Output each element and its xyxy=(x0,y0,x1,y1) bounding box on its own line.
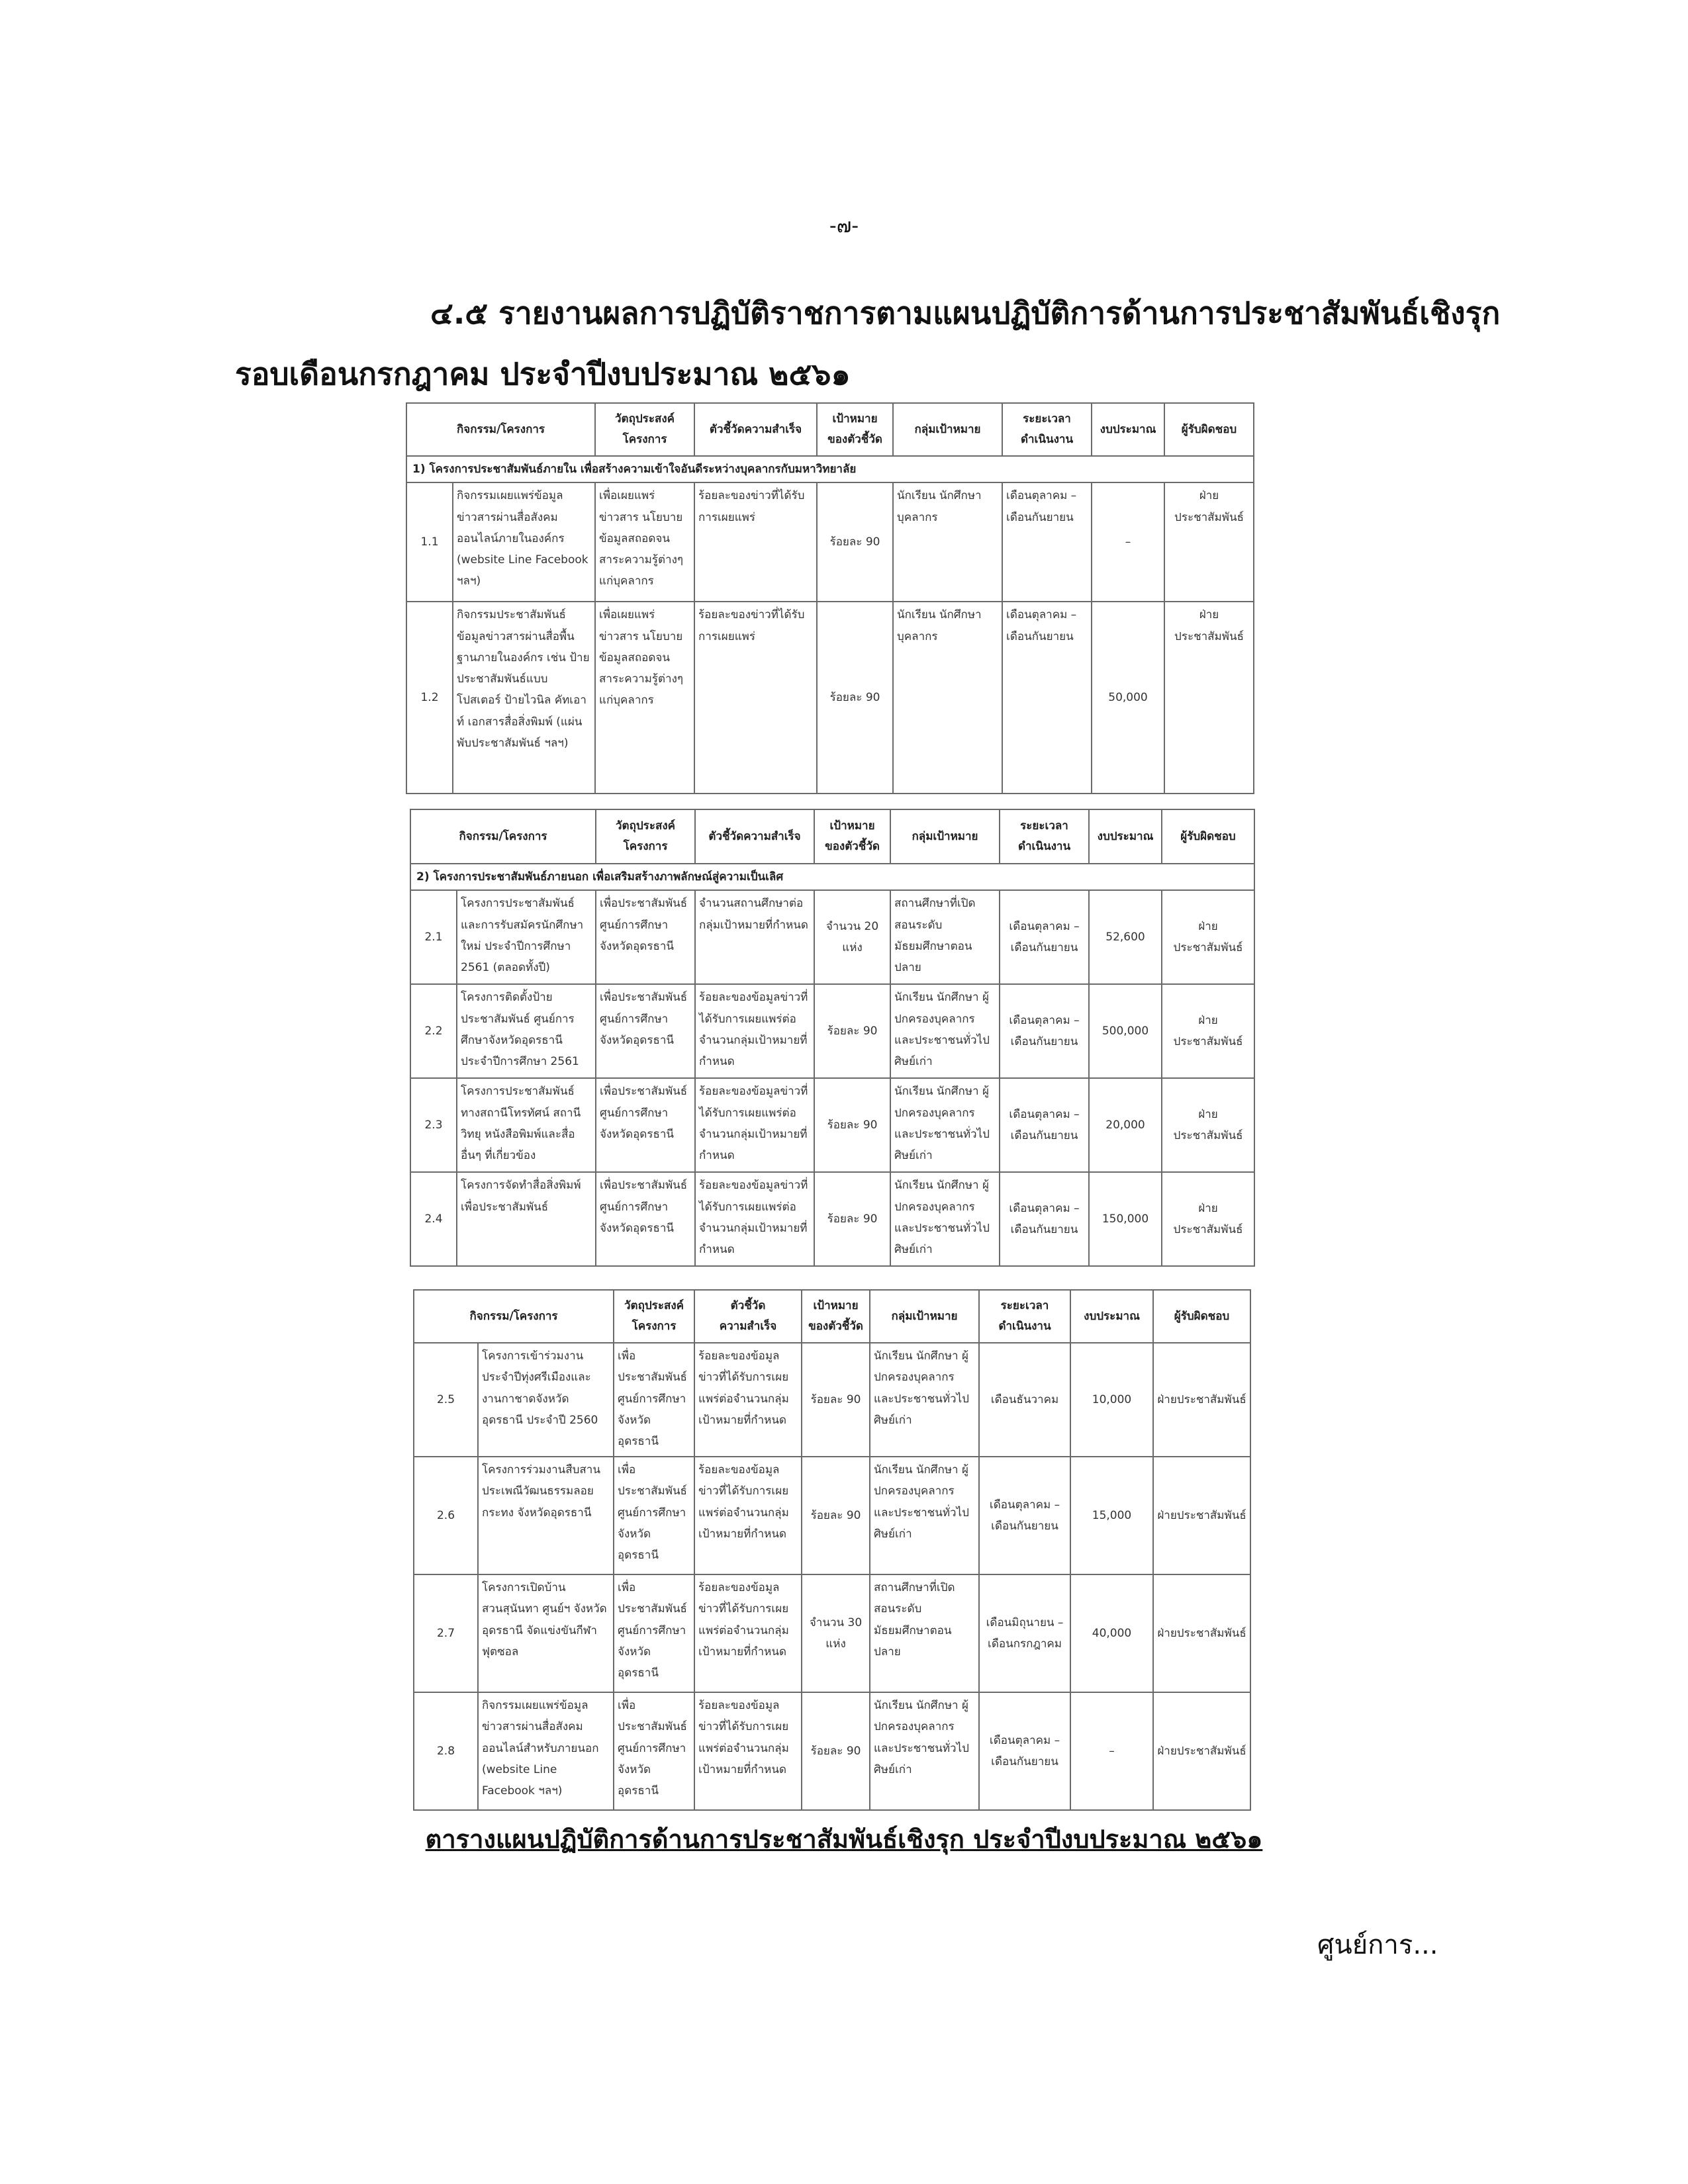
group-cell: นักเรียน นักศึกษา ผู้ปกครองบุคลากร และประชาชนทั่วไป ศิษย์เก่า xyxy=(870,1692,979,1810)
header-target: เป้าหมาย ของตัวชี้วัด xyxy=(817,403,893,456)
responsible-cell: ฝ่ายประชาสัมพันธ์ xyxy=(1162,984,1254,1078)
indicator-cell: ร้อยละของข้อมูลข่าวที่ได้รับการเผยแพร่ต่อจำนวนกลุ่มเป้าหมายที่กำหนด xyxy=(694,1574,802,1692)
page-number: -๗- xyxy=(829,214,859,238)
group-cell: นักเรียน นักศึกษา ผู้ปกครองบุคลากร และประชาชนทั่วไป ศิษย์เก่า xyxy=(890,1078,1000,1172)
header-indicator: ตัวชี้วัดความสำเร็จ xyxy=(694,403,817,456)
section-title: 2) โครงการประชาสัมพันธ์ภายนอก เพื่อเสริมสร้างภาพลักษณ์สู่ความเป็นเลิศ xyxy=(410,864,1254,890)
header-period: ระยะเวลา ดำเนินงาน xyxy=(979,1290,1070,1343)
budget-cell: 150,000 xyxy=(1089,1172,1162,1266)
group-cell: สถานศึกษาที่เปิดสอนระดับมัธยมศึกษาตอนปลาย xyxy=(890,890,1000,984)
responsible-cell: ฝ่ายประชาสัมพันธ์ xyxy=(1164,482,1254,602)
plan-table-2 xyxy=(410,809,1255,1267)
responsible-cell: ฝ่ายประชาสัมพันธ์ xyxy=(1164,602,1254,794)
group-cell: สถานศึกษาที่เปิดสอนระดับมัธยมศึกษาตอนปลาย xyxy=(870,1574,979,1692)
budget-cell: 20,000 xyxy=(1089,1078,1162,1172)
period-cell: เดือนตุลาคม – เดือนกันยายน xyxy=(979,1457,1070,1574)
objective-cell: เพื่อประชาสัมพันธ์ศูนย์การศึกษาจังหวัดอุดรธานี xyxy=(596,1172,695,1266)
period-cell: เดือนมิถุนายน – เดือนกรกฎาคม xyxy=(979,1574,1070,1692)
table-row xyxy=(410,1078,1254,1172)
activity-cell: โครงการเข้าร่วมงานประจำปีทุ่งศรีเมืองและงานกาชาดจังหวัดอุดรธานี ประจำปี 2560 xyxy=(478,1343,614,1457)
header-target: เป้าหมาย ของตัวชี้วัด xyxy=(814,809,890,864)
responsible-cell: ฝ่ายประชาสัมพันธ์ xyxy=(1153,1457,1250,1574)
header-budget: งบประมาณ xyxy=(1089,809,1162,864)
section-heading: ๔.๕ รายงานผลการปฏิบัติราชการตามแผนปฏิบัติการด้านการประชาสัมพันธ์เชิงรุก xyxy=(430,295,1501,331)
section-row xyxy=(406,456,1254,482)
table-row xyxy=(410,984,1254,1078)
group-cell: นักเรียน นักศึกษา ผู้ปกครองบุคลากร และประชาชนทั่วไป ศิษย์เก่า xyxy=(890,984,1000,1078)
header-objective: วัตถุประสงค์ โครงการ xyxy=(614,1290,694,1343)
responsible-cell: ฝ่ายประชาสัมพันธ์ xyxy=(1162,1078,1254,1172)
header-group: กลุ่มเป้าหมาย xyxy=(870,1290,979,1343)
activity-cell: กิจกรรมเผยแพร่ข้อมูลข่าวสารผ่านสื่อสังคมออนไลน์สำหรับภายนอก (website Line Facebook ฯลฯ) xyxy=(478,1692,614,1810)
responsible-cell: ฝ่ายประชาสัมพันธ์ xyxy=(1153,1692,1250,1810)
row-number: 2.8 xyxy=(414,1692,478,1810)
table-row xyxy=(414,1574,1250,1692)
objective-cell: เพื่อเผยแพร่ข่าวสาร นโยบาย ข้อมูลสถอดจน สาระความรู้ต่างๆ แก่บุคลากร xyxy=(595,602,694,794)
header-group: กลุ่มเป้าหมาย xyxy=(890,809,1000,864)
period-cell: เดือนตุลาคม – เดือนกันยายน xyxy=(1000,890,1089,984)
target-cell: จำนวน 20 แห่ง xyxy=(814,890,890,984)
activity-cell: โครงการประชาสัมพันธ์ทางสถานีโทรทัศน์ สถานีวิทยุ หนังสือพิมพ์และสื่ออื่นๆ ที่เกี่ยวข้อง xyxy=(457,1078,596,1172)
period-cell: เดือนตุลาคม – เดือนกันยายน xyxy=(1000,1172,1089,1266)
row-number: 2.7 xyxy=(414,1574,478,1692)
table-row xyxy=(406,602,1254,794)
indicator-cell: จำนวนสถานศึกษาต่อกลุ่มเป้าหมายที่กำหนด xyxy=(695,890,814,984)
group-cell: นักเรียน นักศึกษา บุคลากร xyxy=(893,482,1002,602)
table-row xyxy=(414,1343,1250,1457)
header-target: เป้าหมาย ของตัวชี้วัด xyxy=(802,1290,870,1343)
target-cell: ร้อยละ 90 xyxy=(802,1692,870,1810)
target-cell: ร้อยละ 90 xyxy=(802,1343,870,1457)
activity-cell: โครงการติดตั้งป้ายประชาสัมพันธ์ ศูนย์การศึกษาจังหวัดอุดรธานี ประจำปีการศึกษา 2561 xyxy=(457,984,596,1078)
activity-cell: โครงการร่วมงานสืบสานประเพณีวัฒนธรรมลอยกระทง จังหวัดอุดรธานี xyxy=(478,1457,614,1574)
period-cell: เดือนตุลาคม – เดือนกันยายน xyxy=(979,1692,1070,1810)
budget-cell: 40,000 xyxy=(1070,1574,1153,1692)
target-cell: ร้อยละ 90 xyxy=(814,1078,890,1172)
objective-cell: เพื่อประชาสัมพันธ์ศูนย์การศึกษาจังหวัดอุดรธานี xyxy=(614,1457,694,1574)
budget-cell: 50,000 xyxy=(1092,602,1164,794)
objective-cell: เพื่อประชาสัมพันธ์ศูนย์การศึกษาจังหวัดอุดรธานี xyxy=(614,1692,694,1810)
budget-cell: 500,000 xyxy=(1089,984,1162,1078)
table-row xyxy=(414,1457,1250,1574)
target-cell: ร้อยละ 90 xyxy=(814,984,890,1078)
period-cell: เดือนตุลาคม – เดือนกันยายน xyxy=(1002,602,1092,794)
row-number: 2.4 xyxy=(410,1172,457,1266)
objective-cell: เพื่อประชาสัมพันธ์ศูนย์การศึกษาจังหวัดอุดรธานี xyxy=(596,1078,695,1172)
plan-table-3 xyxy=(413,1289,1251,1811)
budget-cell: 15,000 xyxy=(1070,1457,1153,1574)
table-row xyxy=(406,482,1254,602)
objective-cell: เพื่อประชาสัมพันธ์ศูนย์การศึกษาจังหวัดอุดรธานี xyxy=(596,890,695,984)
target-cell: ร้อยละ 90 xyxy=(814,1172,890,1266)
row-number: 1.2 xyxy=(406,602,453,794)
table-caption: ตารางแผนปฏิบัติการด้านการประชาสัมพันธ์เชิงรุก ประจำปีงบประมาณ ๒๕๖๑ xyxy=(425,1825,1263,1854)
objective-cell: เพื่อเผยแพร่ข่าวสาร นโยบาย ข้อมูลสถอดจน สาระความรู้ต่างๆ แก่บุคลากร xyxy=(595,482,694,602)
header-activity: กิจกรรม/โครงการ xyxy=(410,809,596,864)
activity-cell: โครงการประชาสัมพันธ์และการรับสมัครนักศึกษาใหม่ ประจำปีการศึกษา 2561 (ตลอดทั้งปี) xyxy=(457,890,596,984)
row-number: 2.1 xyxy=(410,890,457,984)
indicator-cell: ร้อยละของข้อมูลข่าวที่ได้รับการเผยแพร่ต่อจำนวนกลุ่มเป้าหมายที่กำหนด xyxy=(694,1457,802,1574)
section-row xyxy=(410,864,1254,890)
budget-cell: 52,600 xyxy=(1089,890,1162,984)
group-cell: นักเรียน นักศึกษา ผู้ปกครองบุคลากร และประชาชนทั่วไป ศิษย์เก่า xyxy=(870,1457,979,1574)
row-number: 2.2 xyxy=(410,984,457,1078)
responsible-cell: ฝ่ายประชาสัมพันธ์ xyxy=(1153,1343,1250,1457)
indicator-cell: ร้อยละของข่าวที่ได้รับการเผยแพร่ xyxy=(694,482,817,602)
header-responsible: ผู้รับผิดชอบ xyxy=(1164,403,1254,456)
header-responsible: ผู้รับผิดชอบ xyxy=(1162,809,1254,864)
row-number: 1.1 xyxy=(406,482,453,602)
table-header-row xyxy=(410,809,1254,864)
header-budget: งบประมาณ xyxy=(1092,403,1164,456)
header-activity: กิจกรรม/โครงการ xyxy=(406,403,595,456)
objective-cell: เพื่อประชาสัมพันธ์ศูนย์การศึกษาจังหวัดอุดรธานี xyxy=(596,984,695,1078)
responsible-cell: ฝ่ายประชาสัมพันธ์ xyxy=(1162,1172,1254,1266)
header-group: กลุ่มเป้าหมาย xyxy=(893,403,1002,456)
plan-table-1 xyxy=(406,402,1254,794)
section-heading-continued: รอบเดือนกรกฎาคม ประจำปีงบประมาณ ๒๕๖๑ xyxy=(235,356,851,392)
section-title: 1) โครงการประชาสัมพันธ์ภายใน เพื่อสร้างความเข้าใจอันดีระหว่างบุคลากรกับมหาวิทยาลัย xyxy=(406,456,1254,482)
group-cell: นักเรียน นักศึกษา ผู้ปกครองบุคลากร และประชาชนทั่วไป ศิษย์เก่า xyxy=(870,1343,979,1457)
continuation-text: ศูนย์การ... xyxy=(1317,1930,1438,1960)
group-cell: นักเรียน นักศึกษา บุคลากร xyxy=(893,602,1002,794)
budget-cell: 10,000 xyxy=(1070,1343,1153,1457)
responsible-cell: ฝ่ายประชาสัมพันธ์ xyxy=(1162,890,1254,984)
header-period: ระยะเวลา ดำเนินงาน xyxy=(1000,809,1089,864)
budget-cell: – xyxy=(1070,1692,1153,1810)
header-objective: วัตถุประสงค์ โครงการ xyxy=(595,403,694,456)
header-period: ระยะเวลา ดำเนินงาน xyxy=(1002,403,1092,456)
header-objective: วัตถุประสงค์ โครงการ xyxy=(596,809,695,864)
objective-cell: เพื่อประชาสัมพันธ์ศูนย์การศึกษาจังหวัดอุดรธานี xyxy=(614,1343,694,1457)
table-row xyxy=(414,1692,1250,1810)
row-number: 2.6 xyxy=(414,1457,478,1574)
header-activity: กิจกรรม/โครงการ xyxy=(414,1290,614,1343)
activity-cell: กิจกรรมประชาสัมพันธ์ข้อมูลข่าวสารผ่านสื่อพื้นฐานภายในองค์กร เช่น ป้ายประชาสัมพันธ์แบบโปสเตอร์ ป้ายไวนิล คัทเอาท์ เอกสารสื่อสิ่งพิมพ์ (แผ่นพับประชาสัมพันธ์ ฯลฯ) xyxy=(453,602,595,794)
table-header-row xyxy=(414,1290,1250,1343)
row-number: 2.5 xyxy=(414,1343,478,1457)
objective-cell: เพื่อประชาสัมพันธ์ศูนย์การศึกษาจังหวัดอุดรธานี xyxy=(614,1574,694,1692)
row-number: 2.3 xyxy=(410,1078,457,1172)
header-responsible: ผู้รับผิดชอบ xyxy=(1153,1290,1250,1343)
indicator-cell: ร้อยละของข้อมูลข่าวที่ได้รับการเผยแพร่ต่อจำนวนกลุ่มเป้าหมายที่กำหนด xyxy=(694,1692,802,1810)
indicator-cell: ร้อยละของข่าวที่ได้รับการเผยแพร่ xyxy=(694,602,817,794)
indicator-cell: ร้อยละของข้อมูลข่าวที่ได้รับการเผยแพร่ต่อจำนวนกลุ่มเป้าหมายที่กำหนด xyxy=(695,984,814,1078)
period-cell: เดือนตุลาคม – เดือนกันยายน xyxy=(1000,1078,1089,1172)
table-row xyxy=(410,1172,1254,1266)
target-cell: ร้อยละ 90 xyxy=(817,482,893,602)
activity-cell: โครงการจัดทำสื่อสิ่งพิมพ์เพื่อประชาสัมพันธ์ xyxy=(457,1172,596,1266)
budget-cell: – xyxy=(1092,482,1164,602)
indicator-cell: ร้อยละของข้อมูลข่าวที่ได้รับการเผยแพร่ต่อจำนวนกลุ่มเป้าหมายที่กำหนด xyxy=(695,1078,814,1172)
header-indicator: ตัวชี้วัดความสำเร็จ xyxy=(695,809,814,864)
activity-cell: กิจกรรมเผยแพร่ข้อมูลข่าวสารผ่านสื่อสังคมออนไลน์ภายในองค์กร (website Line Facebook ฯลฯ) xyxy=(453,482,595,602)
activity-cell: โครงการเปิดบ้านสวนสุนันทา ศูนย์ฯ จังหวัดอุดรธานี จัดแข่งขันกีฬาฟุตซอล xyxy=(478,1574,614,1692)
indicator-cell: ร้อยละของข้อมูลข่าวที่ได้รับการเผยแพร่ต่อจำนวนกลุ่มเป้าหมายที่กำหนด xyxy=(695,1172,814,1266)
table-header-row xyxy=(406,403,1254,456)
header-budget: งบประมาณ xyxy=(1070,1290,1153,1343)
period-cell: เดือนตุลาคม – เดือนกันยายน xyxy=(1002,482,1092,602)
target-cell: จำนวน 30 แห่ง xyxy=(802,1574,870,1692)
target-cell: ร้อยละ 90 xyxy=(817,602,893,794)
period-cell: เดือนตุลาคม – เดือนกันยายน xyxy=(1000,984,1089,1078)
period-cell: เดือนธันวาคม xyxy=(979,1343,1070,1457)
header-indicator: ตัวชี้วัด ความสำเร็จ xyxy=(694,1290,802,1343)
table-row xyxy=(410,890,1254,984)
target-cell: ร้อยละ 90 xyxy=(802,1457,870,1574)
indicator-cell: ร้อยละของข้อมูลข่าวที่ได้รับการเผยแพร่ต่อจำนวนกลุ่มเป้าหมายที่กำหนด xyxy=(694,1343,802,1457)
responsible-cell: ฝ่ายประชาสัมพันธ์ xyxy=(1153,1574,1250,1692)
group-cell: นักเรียน นักศึกษา ผู้ปกครองบุคลากร และประชาชนทั่วไป ศิษย์เก่า xyxy=(890,1172,1000,1266)
